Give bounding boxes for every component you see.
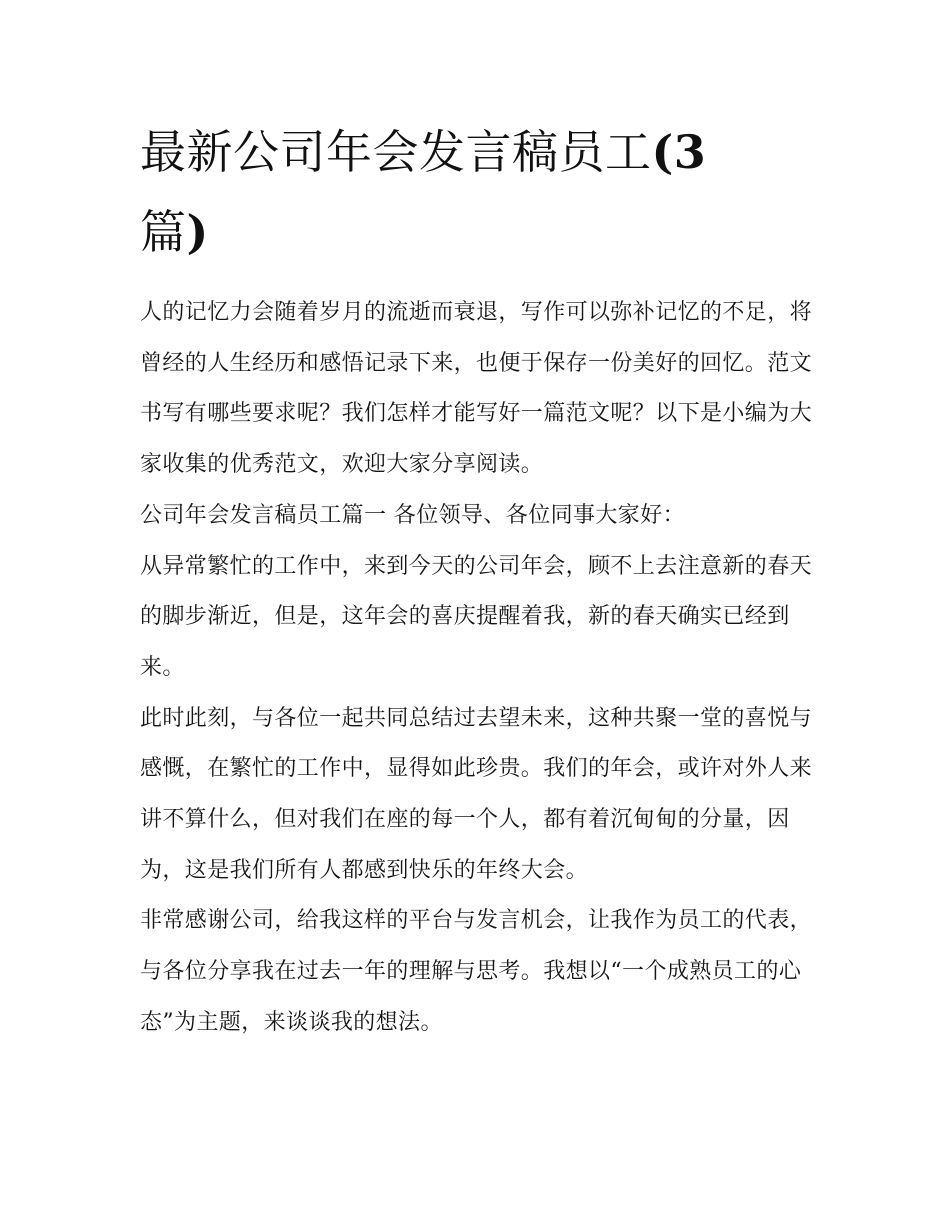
section-heading-paragraph: 公司年会发言稿员工篇一 各位领导、各位同事大家好：	[140, 502, 685, 528]
document-body	[140, 288, 820, 1049]
title-main-text: 最新公司年会发言稿员工	[140, 125, 652, 179]
document-content	[140, 112, 820, 1049]
document-title	[140, 112, 740, 272]
body-paragraph: 此时此刻，与各位一起共同总结过去望未来，这种共聚一堂的喜悦与感慨，在繁忙的工作中，显得如此珍贵。我们的年会，或许对外人来讲不算什么，但对我们在座的每一个人，都有着沉甸甸的分量，因为，这是我们所有人都感到快乐的年终大会。	[140, 705, 813, 883]
title-paren-open: (3	[651, 125, 707, 179]
title-paren-close: )	[186, 205, 209, 259]
title-end-text: 篇	[140, 205, 187, 259]
intro-paragraph: 人的记忆力会随着岁月的流逝而衰退，写作可以弥补记忆的不足，将曾经的人生经历和感悟记录下来，也便于保存一份美好的回忆。范文书写有哪些要求呢？我们怎样才能写好一篇范文呢？以下是小编为大家收集的优秀范文，欢迎大家分享阅读。	[140, 300, 813, 478]
body-paragraph: 非常感谢公司，给我这样的平台与发言机会，让我作为员工的代表，与各位分享我在过去一年的理解与思考。我想以“一个成熟员工的心态”为主题，来谈谈我的想法。	[140, 908, 813, 1035]
body-paragraph: 从异常繁忙的工作中，来到今天的公司年会，顾不上去注意新的春天的脚步渐近，但是，这年会的喜庆提醒着我，新的春天确实已经到来。	[140, 553, 813, 680]
